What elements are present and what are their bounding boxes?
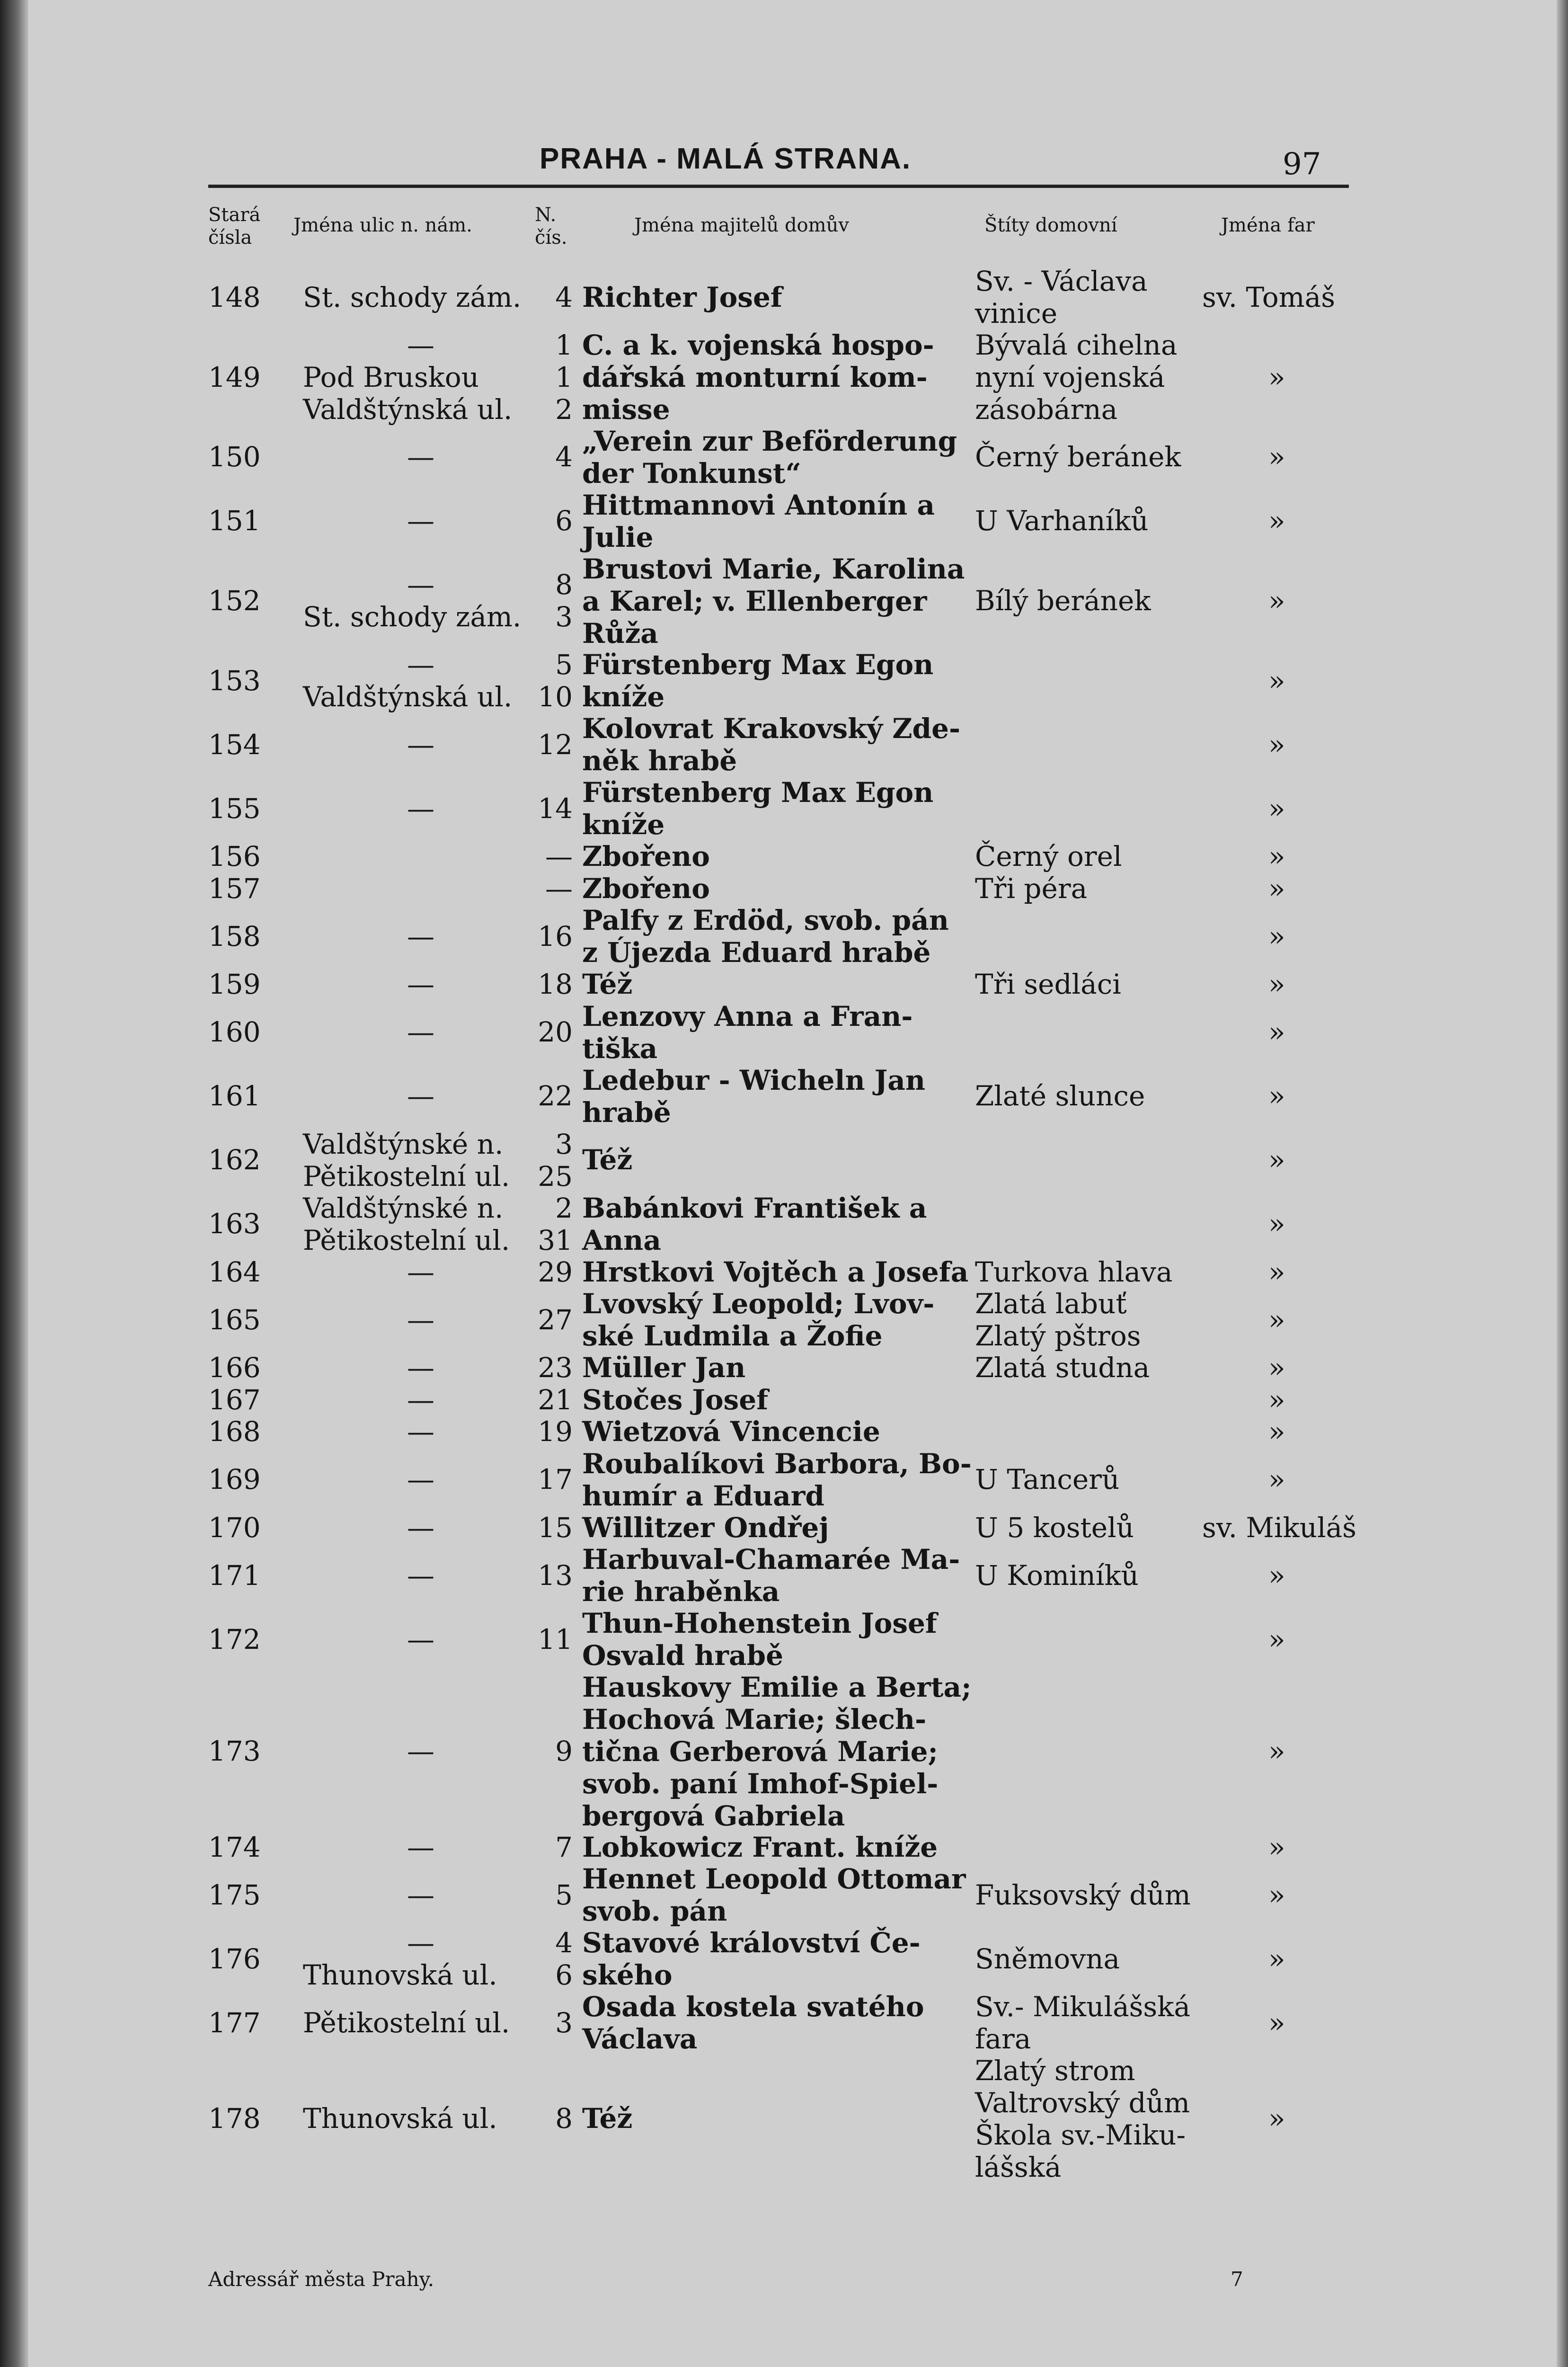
house-number: 2 31 <box>538 1192 573 1256</box>
house-number: 12 <box>538 728 573 761</box>
house-number: 14 <box>538 792 573 825</box>
table-row <box>208 489 1363 553</box>
old-number: 161 <box>208 1080 261 1112</box>
owner-name: Wietzová Vincencie <box>582 1415 880 1448</box>
page-number: 97 <box>1283 147 1321 182</box>
table-row <box>208 1415 1363 1448</box>
owner-name: Hrstkovi Vojtěch a Josefa <box>582 1255 969 1288</box>
parish-name: sv. Mikuláš <box>1202 1511 1356 1544</box>
parish-name: » <box>1268 1559 1285 1592</box>
table-row <box>208 329 1363 425</box>
parish-name: » <box>1268 361 1285 393</box>
footer-title: Adressář města Prahy. <box>208 2268 434 2291</box>
table-row <box>208 649 1363 712</box>
parish-name: » <box>1268 585 1285 617</box>
house-number: 8 3 <box>555 569 573 633</box>
owner-name: Ledebur - Wicheln Jan hrabě <box>582 1064 925 1129</box>
parish-name: » <box>1268 1383 1285 1416</box>
house-sign: Černý orel <box>975 840 1122 872</box>
owner-name: Zbořeno <box>582 872 710 905</box>
owner-name: Též <box>582 2102 633 2135</box>
parish-name: » <box>1268 1255 1285 1288</box>
street-name: — <box>407 1831 434 1863</box>
owner-name: Willitzer Ondřej <box>582 1511 829 1544</box>
page-title: PRAHA - MALÁ STRANA. <box>540 142 912 175</box>
owner-name: Müller Jan <box>582 1352 746 1384</box>
parish-name: » <box>1268 1735 1285 1767</box>
parish-name: » <box>1268 1463 1285 1496</box>
owner-name: Též <box>582 1144 633 1176</box>
parish-name: » <box>1268 728 1285 761</box>
street-name: — <box>407 728 434 761</box>
street-name: — <box>407 1303 434 1336</box>
table-row <box>208 1192 1363 1256</box>
house-number: 4 <box>555 441 573 473</box>
house-number: 29 <box>538 1255 573 1288</box>
street-name: — <box>407 441 434 473</box>
street-name: — Valdštýnská ul. <box>303 649 513 713</box>
owner-name: Fürstenberg Max Egon kníže <box>582 649 934 713</box>
house-number: 15 <box>538 1511 573 1544</box>
old-number: 167 <box>208 1383 261 1416</box>
street-name: St. schody zám. <box>303 281 522 313</box>
table-row <box>208 553 1363 649</box>
owner-name: Harbuval-Chamarée Ma- rie hraběnka <box>582 1543 960 1608</box>
house-sign: U 5 kostelů <box>975 1511 1134 1544</box>
house-sign: Černý beránek <box>975 441 1181 473</box>
house-number: 13 <box>538 1559 573 1592</box>
house-sign: Bílý beránek <box>975 585 1151 617</box>
street-name: — <box>407 1255 434 1288</box>
owner-name: Thun-Hohenstein Josef Osvald hrabě <box>582 1607 937 1672</box>
street-name: — <box>407 1511 434 1544</box>
table-row <box>208 776 1363 840</box>
house-sign: U Varhaníků <box>975 505 1149 537</box>
old-number: 169 <box>208 1463 261 1496</box>
street-name: — <box>407 1415 434 1448</box>
owner-name: Stavové království Če- ského <box>582 1927 921 1991</box>
street-name: Thunovská ul. <box>303 2102 497 2135</box>
table-row <box>208 840 1363 872</box>
owner-name: Stočes Josef <box>582 1383 769 1416</box>
table-row <box>208 1927 1363 1991</box>
parish-name: » <box>1268 664 1285 697</box>
old-number: 176 <box>208 1942 261 1975</box>
table-row <box>208 904 1363 968</box>
old-number: 163 <box>208 1208 261 1240</box>
house-number: 16 <box>538 920 573 952</box>
address-table <box>208 265 1363 2182</box>
parish-name: » <box>1268 1208 1285 1240</box>
house-number: 22 <box>538 1080 573 1112</box>
old-number: 150 <box>208 441 261 473</box>
street-name: — <box>407 1878 434 1911</box>
house-number: 4 6 <box>555 1927 573 1991</box>
old-number: 148 <box>208 281 261 313</box>
house-number: 5 10 <box>538 649 573 713</box>
owner-name: C. a k. vojenská hospo- dářská monturní kom- misse <box>582 329 934 426</box>
old-number: 159 <box>208 968 261 1000</box>
street-name: — <box>407 1559 434 1592</box>
street-name: — <box>407 1352 434 1384</box>
table-row <box>208 1831 1363 1863</box>
parish-name: » <box>1268 1080 1285 1112</box>
owner-name: Fürstenberg Max Egon kníže <box>582 776 934 841</box>
parish-name: » <box>1268 1352 1285 1384</box>
owner-name: Richter Josef <box>582 281 782 313</box>
page-edge-shadow <box>0 0 28 2367</box>
house-number: 21 <box>538 1383 573 1416</box>
house-number: 27 <box>538 1303 573 1336</box>
table-row <box>208 1448 1363 1512</box>
table-row <box>208 425 1363 489</box>
house-number: 3 25 <box>538 1128 573 1192</box>
street-name: — <box>407 920 434 952</box>
parish-name: » <box>1268 441 1285 473</box>
street-name: — Thunovská ul. <box>303 1927 497 1991</box>
table-row <box>208 1543 1363 1607</box>
column-header-new-number: N. čís. <box>535 204 567 249</box>
old-number: 168 <box>208 1415 261 1448</box>
parish-name: » <box>1268 840 1285 872</box>
street-name: — <box>407 1463 434 1496</box>
old-number: 175 <box>208 1878 261 1911</box>
house-number: 1 1 2 <box>555 329 573 426</box>
old-number: 151 <box>208 505 261 537</box>
old-number: 178 <box>208 2102 261 2135</box>
parish-name: » <box>1268 1303 1285 1336</box>
house-number: 11 <box>538 1623 573 1655</box>
table-row <box>208 1256 1363 1288</box>
house-sign: Zlatá studna <box>975 1352 1150 1384</box>
parish-name: » <box>1268 1831 1285 1863</box>
owner-name: Lobkowicz Frant. kníže <box>582 1831 938 1863</box>
owner-name: Zbořeno <box>582 840 710 872</box>
house-sign: Zlaté slunce <box>975 1080 1145 1112</box>
old-number: 174 <box>208 1831 261 1863</box>
old-number: 155 <box>208 792 261 825</box>
owner-name: Palfy z Erdöd, svob. pán z Újezda Eduard hrabě <box>582 904 949 969</box>
street-name: — <box>407 968 434 1000</box>
parish-name: » <box>1268 1144 1285 1176</box>
old-number: 172 <box>208 1623 261 1655</box>
header-rule <box>208 185 1349 188</box>
old-number: 149 <box>208 361 261 393</box>
house-number: 7 <box>555 1831 573 1863</box>
house-sign: Turkova hlava <box>975 1255 1173 1288</box>
house-number: 8 <box>555 2102 573 2135</box>
house-number: 23 <box>538 1352 573 1384</box>
table-row <box>208 1863 1363 1927</box>
column-header-old-number: Stará čísla <box>208 204 261 249</box>
house-number: 9 <box>555 1735 573 1767</box>
house-sign: Fuksovský dům <box>975 1878 1191 1911</box>
old-number: 177 <box>208 2006 261 2039</box>
parish-name: » <box>1268 792 1285 825</box>
old-number: 170 <box>208 1511 261 1544</box>
street-name: — St. schody zám. <box>303 569 522 633</box>
house-number: 5 <box>555 1878 573 1911</box>
owner-name: „Verein zur Beförderung der Tonkunst“ <box>582 425 957 489</box>
street-name: — <box>407 792 434 825</box>
owner-name: Též <box>582 968 633 1000</box>
table-row <box>208 2055 1363 2182</box>
table-row <box>208 1064 1363 1128</box>
street-name: — <box>407 1735 434 1767</box>
house-number: — <box>545 872 573 905</box>
old-number: 158 <box>208 920 261 952</box>
table-row <box>208 1352 1363 1384</box>
parish-name: » <box>1268 1016 1285 1049</box>
column-header-owners: Jména majitelů domův <box>634 214 849 236</box>
owner-name: Roubalíkovi Barbora, Bo- humír a Eduard <box>582 1447 972 1512</box>
table-row <box>208 1991 1363 2055</box>
house-sign: Sněmovna <box>975 1942 1120 1975</box>
table-row <box>208 968 1363 1000</box>
owner-name: Kolovrat Krakovský Zde- něk hrabě <box>582 712 961 777</box>
table-row <box>208 265 1363 329</box>
parish-name: » <box>1268 920 1285 952</box>
owner-name: Babánkovi František a Anna <box>582 1192 927 1256</box>
street-name: — <box>407 1016 434 1049</box>
street-name: — <box>407 505 434 537</box>
old-number: 165 <box>208 1303 261 1336</box>
house-number: 3 <box>555 2006 573 2039</box>
owner-name: Hittmannovi Antonín a Julie <box>582 489 935 553</box>
old-number: 166 <box>208 1352 261 1384</box>
table-row <box>208 1288 1363 1352</box>
owner-name: Osada kostela svatého Václava <box>582 1991 924 2055</box>
table-row <box>208 712 1363 776</box>
house-number: 6 <box>555 505 573 537</box>
house-sign: Tři sedláci <box>975 968 1121 1000</box>
table-row <box>208 872 1363 905</box>
table-row <box>208 1671 1363 1831</box>
old-number: 162 <box>208 1144 261 1176</box>
old-number: 171 <box>208 1559 261 1592</box>
parish-name: » <box>1268 1415 1285 1448</box>
house-sign: Zlatá labuť Zlatý pštros <box>975 1288 1141 1352</box>
street-name: Valdštýnské n. Pětikostelní ul. <box>303 1192 510 1256</box>
parish-name: » <box>1268 1623 1285 1655</box>
owner-name: Brustovi Marie, Karolina a Karel; v. Ellenberger Růža <box>582 552 965 650</box>
house-number: 19 <box>538 1415 573 1448</box>
page-edge-shadow-right <box>1557 0 1568 2367</box>
parish-name: » <box>1268 2102 1285 2135</box>
old-number: 154 <box>208 728 261 761</box>
street-name: — Pod Bruskou Valdštýnská ul. <box>303 329 513 426</box>
old-number: 152 <box>208 585 261 617</box>
parish-name: » <box>1268 968 1285 1000</box>
footer-signature: 7 <box>1231 2268 1243 2291</box>
table-row <box>208 1607 1363 1671</box>
owner-name: Hauskovy Emilie a Berta; Hochová Marie; šlech- tična Gerberová Marie; svob. paní Imhof-Spiel- bergová Gabriela <box>582 1671 972 1832</box>
house-sign: Zlatý strom Valtrovský dům Škola sv.-Miku- lášská <box>975 2055 1190 2183</box>
page-header <box>208 142 1349 185</box>
parish-name: » <box>1268 872 1285 905</box>
old-number: 157 <box>208 872 261 905</box>
parish-name: sv. Tomáš <box>1202 281 1335 313</box>
old-number: 160 <box>208 1016 261 1049</box>
house-sign: Sv. - Václava vinice <box>975 265 1148 329</box>
parish-name: » <box>1268 505 1285 537</box>
column-header-parish: Jména far <box>1221 214 1315 236</box>
table-row <box>208 1000 1363 1064</box>
house-number: 4 <box>555 281 573 313</box>
house-sign: U Tancerů <box>975 1463 1120 1496</box>
house-number: 20 <box>538 1016 573 1049</box>
street-name: — <box>407 1383 434 1416</box>
house-sign: Tři péra <box>975 872 1088 905</box>
street-name: — <box>407 1623 434 1655</box>
old-number: 164 <box>208 1255 261 1288</box>
street-name: — <box>407 1080 434 1112</box>
old-number: 173 <box>208 1735 261 1767</box>
house-sign: U Kominíků <box>975 1559 1139 1592</box>
column-header-house-signs: Štíty domovní <box>984 214 1117 236</box>
old-number: 156 <box>208 840 261 872</box>
street-name: Valdštýnské n. Pětikostelní ul. <box>303 1128 510 1192</box>
owner-name: Lenzovy Anna a Fran- tiška <box>582 1000 913 1065</box>
column-header-street: Jména ulic n. nám. <box>293 214 472 236</box>
house-number: — <box>545 840 573 872</box>
parish-name: » <box>1268 1878 1285 1911</box>
house-sign: Sv.- Mikulášská fara <box>975 1991 1190 2055</box>
house-number: 17 <box>538 1463 573 1496</box>
house-number: 18 <box>538 968 573 1000</box>
owner-name: Lvovský Leopold; Lvov- ské Ludmila a Žofie <box>582 1288 935 1352</box>
parish-name: » <box>1268 1942 1285 1975</box>
parish-name: » <box>1268 2006 1285 2039</box>
table-row <box>208 1384 1363 1416</box>
table-row <box>208 1512 1363 1544</box>
owner-name: Hennet Leopold Ottomar svob. pán <box>582 1863 966 1927</box>
old-number: 153 <box>208 664 261 697</box>
house-sign: Bývalá cihelna nyní vojenská zásobárna <box>975 329 1178 426</box>
street-name: Pětikostelní ul. <box>303 2006 510 2039</box>
table-row <box>208 1128 1363 1192</box>
